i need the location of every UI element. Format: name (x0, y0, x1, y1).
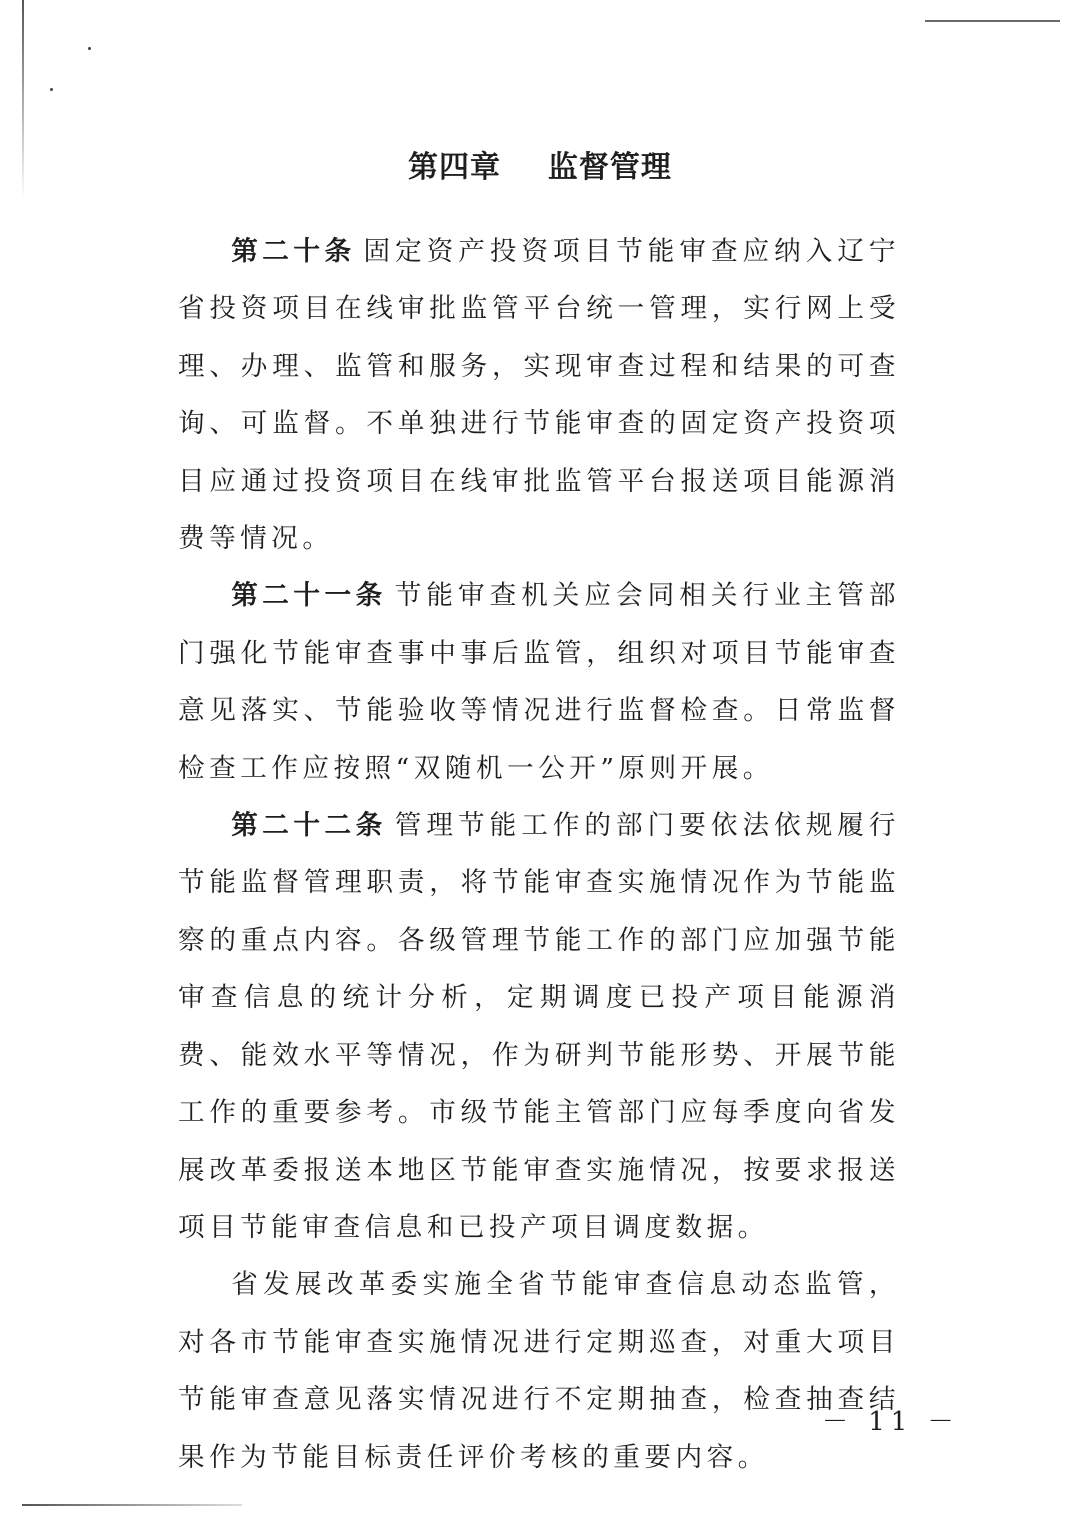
article-paragraph (178, 1256, 900, 1486)
article-text: 省发展改革委实施全省节能审查信息动态监管，对各市节能审查实施情况进行定期巡查，对重大项目节能审查意见落实情况进行不定期抽查，检查抽查结果作为节能目标责任评价考核的重要内容。 (178, 1269, 900, 1473)
article-number: 第二十条 (231, 236, 356, 267)
scan-rule-bottom (22, 1504, 242, 1506)
article-number: 第二十二条 (231, 810, 387, 842)
scan-rule-top (925, 20, 1060, 22)
article-paragraph (178, 797, 900, 1256)
scan-speck (88, 47, 91, 50)
article-text: 固定资产投资项目节能审查应纳入辽宁省投资项目在线审批监管平台统一管理，实行网上受理、办理、监管和服务，实现审查过程和结果的可查询、可监督。不单独进行节能审查的固定资产投资项目应通过投资项目在线审批监管平台报送项目能源消费等情况。 (178, 236, 900, 555)
scan-speck (50, 88, 53, 91)
article-number: 第二十一条 (231, 580, 387, 612)
article-paragraph (178, 567, 900, 797)
article-paragraph (178, 223, 900, 567)
page-number: － 11 － (822, 1407, 960, 1437)
article-text: 管理节能工作的部门要依法依规履行节能监督管理职责，将节能审查实施情况作为节能监察的重点内容。各级管理节能工作的部门应加强节能审查信息的统计分析，定期调度已投产项目能源消费、能效水平等情况，作为研判节能形势、开展节能工作的重要参考。市级节能主管部门应每季度向省发展改革委报送本地区节能审查实施情况，按要求报送项目节能审查信息和已投产项目调度数据。 (178, 810, 901, 1243)
article-text: 节能审查机关应会同相关行业主管部门强化节能审查事中事后监管，组织对项目节能审查意见落实、节能验收等情况进行监督检查。日常监督检查工作应按照“双随机一公开”原则开展。 (178, 580, 901, 784)
article-body (178, 223, 900, 1486)
chapter-title: 第四章 监督管理 (408, 150, 672, 185)
